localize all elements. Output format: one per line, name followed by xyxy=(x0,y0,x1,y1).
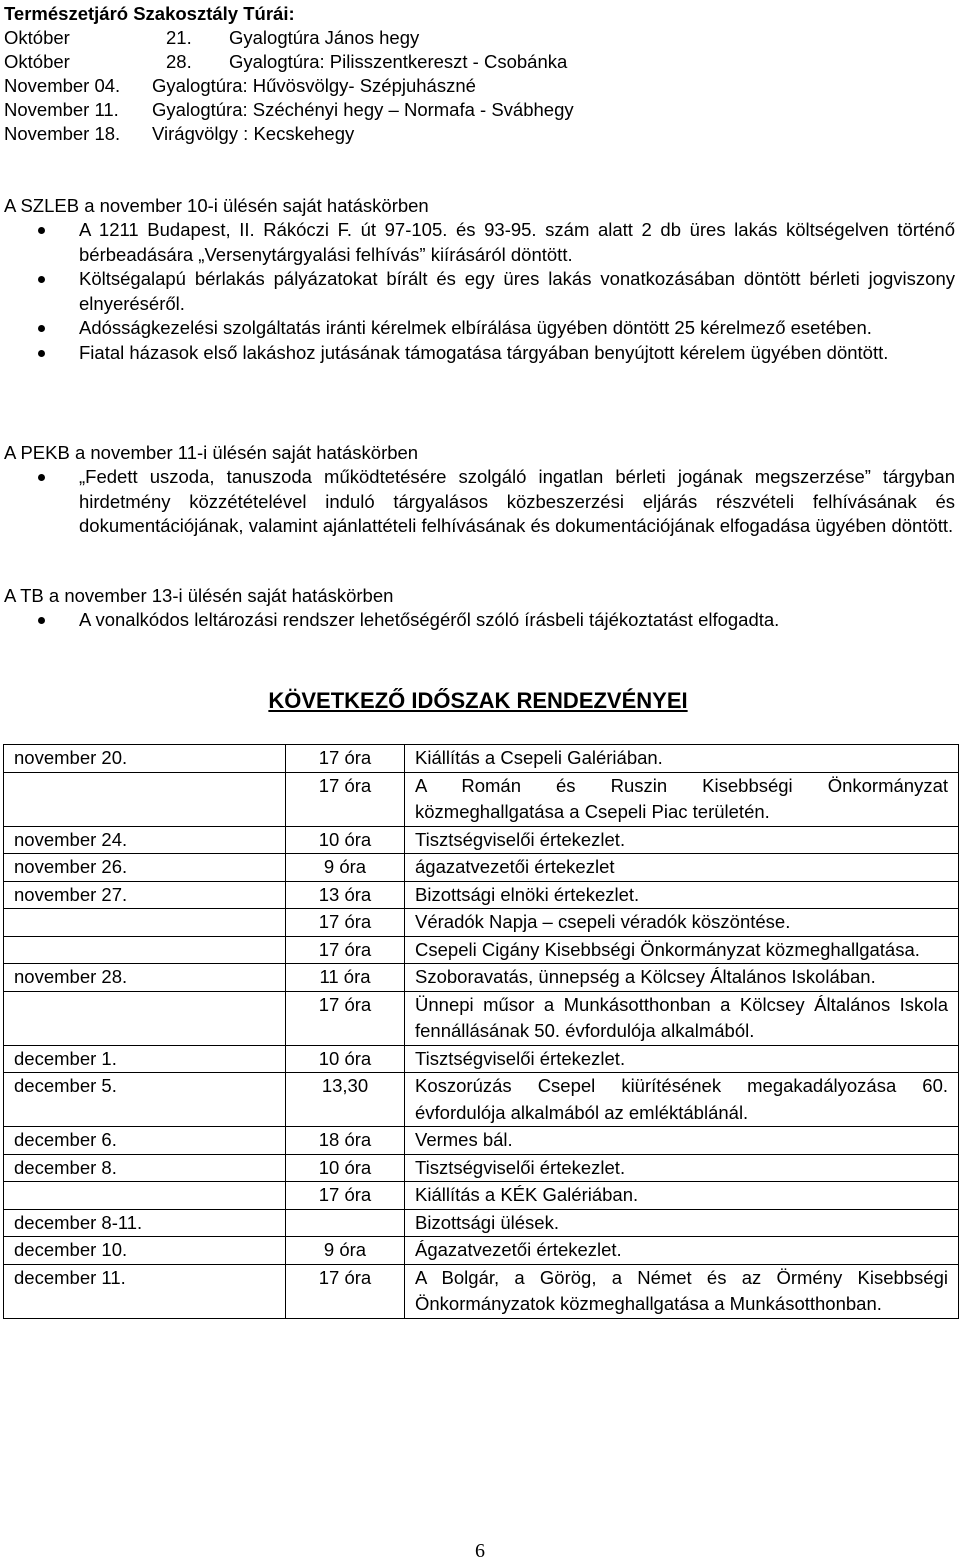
event-description: Tisztségviselői értekezlet. xyxy=(405,1045,959,1073)
event-time: 17 óra xyxy=(286,745,405,773)
hike-month: November 11. xyxy=(4,99,119,120)
event-time: 17 óra xyxy=(286,1264,405,1318)
hike-month: November 18. xyxy=(4,123,121,144)
event-time: 13,30 xyxy=(286,1073,405,1127)
table-row xyxy=(4,881,959,909)
events-heading xyxy=(0,686,960,716)
hike-row xyxy=(4,122,355,146)
bullet-icon xyxy=(38,276,45,283)
table-row xyxy=(4,991,959,1045)
event-date: november 28. xyxy=(4,964,286,992)
hike-month: November 04. xyxy=(4,75,121,96)
event-description: A Bolgár, a Görög, a Német és az Örmény Kisebbségi Önkormányzatok közmeghallgatása a Munkásotthonban. xyxy=(405,1264,959,1318)
table-row xyxy=(4,1209,959,1237)
event-date: november 27. xyxy=(4,881,286,909)
event-time: 17 óra xyxy=(286,936,405,964)
hike-text: Gyalogtúra János hegy xyxy=(229,27,420,48)
event-date: december 5. xyxy=(4,1073,286,1127)
list-item-text: „Fedett uszoda, tanuszoda működtetésére szolgáló ingatlan bérleti jogának megszerzése” tárgyban hirdetmény közzétételével induló tárgyalásos közbeszerzési eljárás részvételi felhívásának és dokumentációjának, valamint ajánlattételi felhívásának és dokumentációjának elfogadása ügyében döntött. xyxy=(79,466,955,536)
event-date xyxy=(4,909,286,937)
list-item-text: A vonalkódos leltározási rendszer lehetőségéről szóló írásbeli tájékoztatást elfogadta. xyxy=(79,609,780,630)
event-description: Koszorúzás Csepel kiürítésének megakadályozása 60. évfordulója alkalmából az emléktáblánál. xyxy=(405,1073,959,1127)
table-row xyxy=(4,1237,959,1265)
table-row xyxy=(4,1154,959,1182)
table-row xyxy=(4,909,959,937)
list-item xyxy=(0,465,955,539)
event-date: december 1. xyxy=(4,1045,286,1073)
hike-row xyxy=(4,50,568,74)
hike-month: Október xyxy=(4,51,70,72)
table-row xyxy=(4,745,959,773)
event-date: december 6. xyxy=(4,1127,286,1155)
event-time: 17 óra xyxy=(286,1182,405,1210)
event-date xyxy=(4,1182,286,1210)
event-date: november 24. xyxy=(4,826,286,854)
pekb-list xyxy=(0,465,955,539)
bullet-icon xyxy=(38,227,45,234)
event-time: 11 óra xyxy=(286,964,405,992)
event-description: A Román és Ruszin Kisebbségi Önkormányzat közmeghallgatása a Csepeli Piac területén. xyxy=(405,772,959,826)
event-description: Szoboravatás, ünnepség a Kölcsey Általános Iskolában. xyxy=(405,964,959,992)
szleb-title: A SZLEB a november 10-i ülésén saját hatáskörben xyxy=(4,195,429,216)
event-description: ágazatvezetői értekezlet xyxy=(405,854,959,882)
hike-text: Virágvölgy : Kecskehegy xyxy=(152,123,355,144)
event-time: 9 óra xyxy=(286,854,405,882)
event-time xyxy=(286,1209,405,1237)
list-item-text: Adósságkezelési szolgáltatás iránti kérelmek elbírálása ügyében döntött 25 kérelmező esetében. xyxy=(79,317,872,338)
event-description: Bizottsági ülések. xyxy=(405,1209,959,1237)
list-item-text: A 1211 Budapest, II. Rákóczi F. út 97-105. és 93-95. szám alatt 2 db üres lakás költségelven történő bérbeadására „Versenytárgyalási felhívás” kiírásáról döntött. xyxy=(79,219,955,265)
page-number: 6 xyxy=(475,1540,485,1562)
events-table-body xyxy=(4,745,959,1319)
event-description: Ágazatvezetői értekezlet. xyxy=(405,1237,959,1265)
list-item xyxy=(0,341,955,366)
bullet-icon xyxy=(38,350,45,357)
event-description: Kiállítás a Csepeli Galériában. xyxy=(405,745,959,773)
hike-day: 21. xyxy=(166,27,192,48)
hike-text: Gyalogtúra: Hűvösvölgy- Szépjuhászné xyxy=(152,75,476,96)
event-description: Kiállítás a KÉK Galériában. xyxy=(405,1182,959,1210)
table-row xyxy=(4,826,959,854)
table-row xyxy=(4,936,959,964)
hike-text: Gyalogtúra: Széchényi hegy – Normafa - Svábhegy xyxy=(152,99,574,120)
bullet-icon xyxy=(38,617,45,624)
tb-title: A TB a november 13-i ülésén saját hatáskörben xyxy=(4,585,394,606)
event-description: Vermes bál. xyxy=(405,1127,959,1155)
event-time: 10 óra xyxy=(286,826,405,854)
event-time: 10 óra xyxy=(286,1045,405,1073)
bullet-icon xyxy=(38,325,45,332)
table-row xyxy=(4,1182,959,1210)
table-row xyxy=(4,964,959,992)
hike-month: Október xyxy=(4,27,70,48)
hike-text: Gyalogtúra: Pilisszentkereszt - Csobánka xyxy=(229,51,568,72)
event-time: 18 óra xyxy=(286,1127,405,1155)
hike-row xyxy=(4,26,420,50)
event-date: november 26. xyxy=(4,854,286,882)
list-item-text: Fiatal házasok első lakáshoz jutásának támogatása tárgyában benyújtott kérelem ügyében döntött. xyxy=(79,341,889,363)
table-row xyxy=(4,1073,959,1127)
hiking-section xyxy=(4,2,574,146)
table-row xyxy=(4,772,959,826)
event-description: Csepeli Cigány Kisebbségi Önkormányzat közmeghallgatása. xyxy=(405,936,959,964)
list-item xyxy=(0,608,955,633)
list-item-text: Költségalapú bérlakás pályázatokat bírált és egy üres lakás vonatkozásában döntött bérleti jogviszony elnyeréséről. xyxy=(79,268,955,314)
event-date xyxy=(4,991,286,1045)
table-row xyxy=(4,1264,959,1318)
event-date: december 8. xyxy=(4,1154,286,1182)
event-time: 17 óra xyxy=(286,772,405,826)
event-description: Ünnepi műsor a Munkásotthonban a Kölcsey Általános Iskola fennállásának 50. évfordulója alkalmából. xyxy=(405,991,959,1045)
event-description: Véradók Napja – csepeli véradók köszöntése. xyxy=(405,909,959,937)
pekb-title: A PEKB a november 11-i ülésén saját hatáskörben xyxy=(4,442,419,463)
event-date: december 8-11. xyxy=(4,1209,286,1237)
event-date xyxy=(4,936,286,964)
hike-row xyxy=(4,98,574,122)
tb-list xyxy=(0,608,955,633)
event-description: Bizottsági elnöki értekezlet. xyxy=(405,881,959,909)
event-description: Tisztségviselői értekezlet. xyxy=(405,826,959,854)
event-description: Tisztségviselői értekezlet. xyxy=(405,1154,959,1182)
table-row xyxy=(4,1045,959,1073)
hike-day: 28. xyxy=(166,51,192,72)
szleb-list xyxy=(0,218,955,365)
bullet-icon xyxy=(38,474,45,481)
table-row xyxy=(4,1127,959,1155)
event-time: 9 óra xyxy=(286,1237,405,1265)
event-date: december 10. xyxy=(4,1237,286,1265)
event-date: december 11. xyxy=(4,1264,286,1318)
events-table xyxy=(3,744,959,1319)
hike-row xyxy=(4,74,476,98)
hiking-heading: Természetjáró Szakosztály Túrái: xyxy=(4,3,295,24)
event-date xyxy=(4,772,286,826)
table-row xyxy=(4,854,959,882)
event-time: 13 óra xyxy=(286,881,405,909)
event-time: 10 óra xyxy=(286,1154,405,1182)
list-item xyxy=(0,267,955,316)
list-item xyxy=(0,218,955,267)
events-heading-text: KÖVETKEZŐ IDŐSZAK RENDEZVÉNYEI xyxy=(268,688,688,713)
event-time: 17 óra xyxy=(286,991,405,1045)
event-time: 17 óra xyxy=(286,909,405,937)
event-date: november 20. xyxy=(4,745,286,773)
list-item xyxy=(0,316,955,341)
